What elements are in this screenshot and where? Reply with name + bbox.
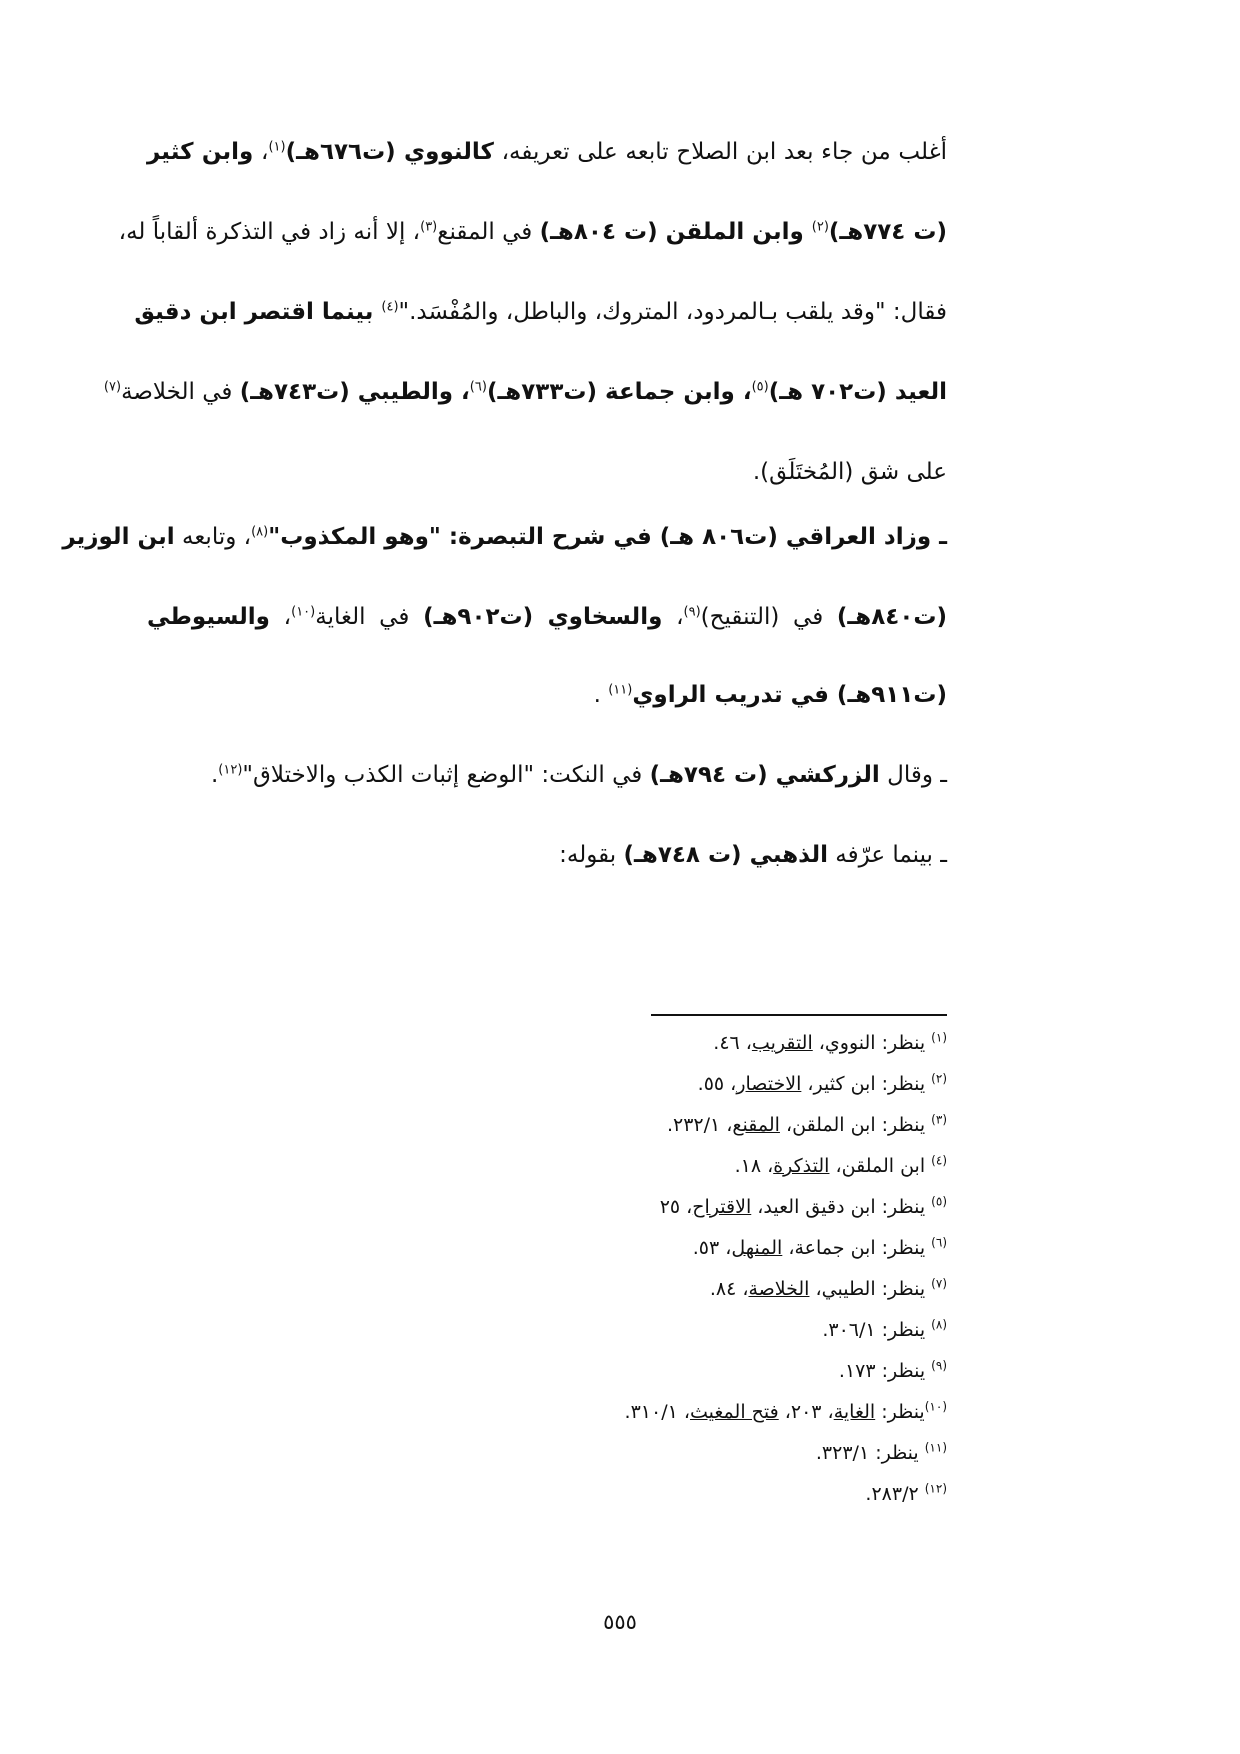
paragraph-line: أغلب من جاء بعد ابن الصلاح تابعه على تعريفه، كالنووي (ت٦٧٦هـ)$^{(١)}$، وابن كثير [147,139,948,165]
footnote-item: $^{(١٢)}$ ٢٨٣/٢. [865,1481,947,1505]
paragraph-line: (ت ٧٧٤هـ)$^{(٢)}$ وابن الملقن (ت ٨٠٤هـ) في المقنع$^{(٣)}$، إلا أنه زاد في التذكرة ألقاباً له، [118,219,947,245]
footnote-item: $^{(٣)}$ ينظر: ابن الملقن، المقنع، ٢٣٢/١. [666,1112,947,1136]
footnote-item: $^{(٩)}$ ينظر: ١٧٣. [838,1358,947,1382]
footnote-item: $^{(٤)}$ ابن الملقن، التذكرة، ١٨. [734,1153,947,1177]
footnote-item: $^{(١٠)}$ينظر: الغاية، ٢٠٣، فتح المغيث، ٣١٠/١. [624,1399,947,1423]
footnote-ref[interactable]: (١٠) [291,604,316,620]
footnote-ref[interactable]: (٤) [381,299,399,315]
footnote-ref[interactable]: (٨) [251,524,269,540]
footnote-item: $^{(٧)}$ ينظر: الطيبي، الخلاصة، ٨٤. [709,1276,947,1300]
paragraph-line: على شق (المُختَلَق). [752,459,947,485]
footnote-ref[interactable]: (٣) [420,219,438,235]
footnote-item: $^{(٥)}$ ينظر: ابن دقيق العيد، الاقتراح، ٢٥ [659,1194,947,1218]
footnote-ref[interactable]: (٥) [751,379,769,395]
footnote-item: $^{(٢)}$ ينظر: ابن كثير، الاختصار، ٥٥. [697,1071,947,1095]
footnote-item: $^{(٨)}$ ينظر: ٣٠٦/١. [822,1317,947,1341]
footnote-item: $^{(١)}$ ينظر: النووي، التقريب، ٤٦. [713,1030,947,1054]
paragraph-line: فقال: "وقد يلقب بـالمردود، المتروك، والباطل، والمُفْسَد."$^{(٤)}$ بينما اقتصر ابن دقيق [134,299,947,325]
footnote-ref[interactable]: (١) [268,139,286,155]
footnote-separator [651,1014,947,1016]
footnote-item: $^{(٦)}$ ينظر: ابن جماعة، المنهل، ٥٣. [692,1235,947,1259]
footnote-ref[interactable]: (١٢) [218,762,243,778]
paragraph-line: ـ وقال الزركشي (ت ٧٩٤هـ) في النكت: "الوضع إثبات الكذب والاختلاق"$^{(١٢)}$. [210,762,947,788]
footnote-ref[interactable]: (٩) [683,604,701,620]
page-number: ٥٥٥ [603,1610,637,1634]
paragraph-line: ـ بينما عرّفه الذهبي (ت ٧٤٨هـ) بقوله: [559,842,947,868]
paragraph-line: (ت٨٤٠هـ) في (التنقيح)$^{(٩)}$، والسخاوي (ت٩٠٢هـ) في الغاية$^{(١٠)}$، والسيوطي [147,604,947,630]
paragraph-line: ـ وزاد العراقي (ت٨٠٦ هـ) في شرح التبصرة: "وهو المكذوب"$^{(٨)}$، وتابعه ابن الوزير [62,524,947,550]
footnote-ref[interactable]: (١١) [608,682,633,698]
footnote-item: $^{(١١)}$ ينظر: ٣٢٣/١. [815,1440,947,1464]
footnote-ref[interactable]: (٢) [811,219,829,235]
footnote-ref[interactable]: (٦) [469,379,487,395]
paragraph-line: العيد (ت٧٠٢ هـ)$^{(٥)}$، وابن جماعة (ت٧٣٣هـ)$^{(٦)}$، والطيبي (ت٧٤٣هـ) في الخلاصة$^{(٧)}$ [103,379,947,405]
footnote-ref[interactable]: (٧) [103,379,122,395]
paragraph-line: (ت٩١١هـ) في تدريب الراوي$^{(١١)}$ . [593,682,947,708]
